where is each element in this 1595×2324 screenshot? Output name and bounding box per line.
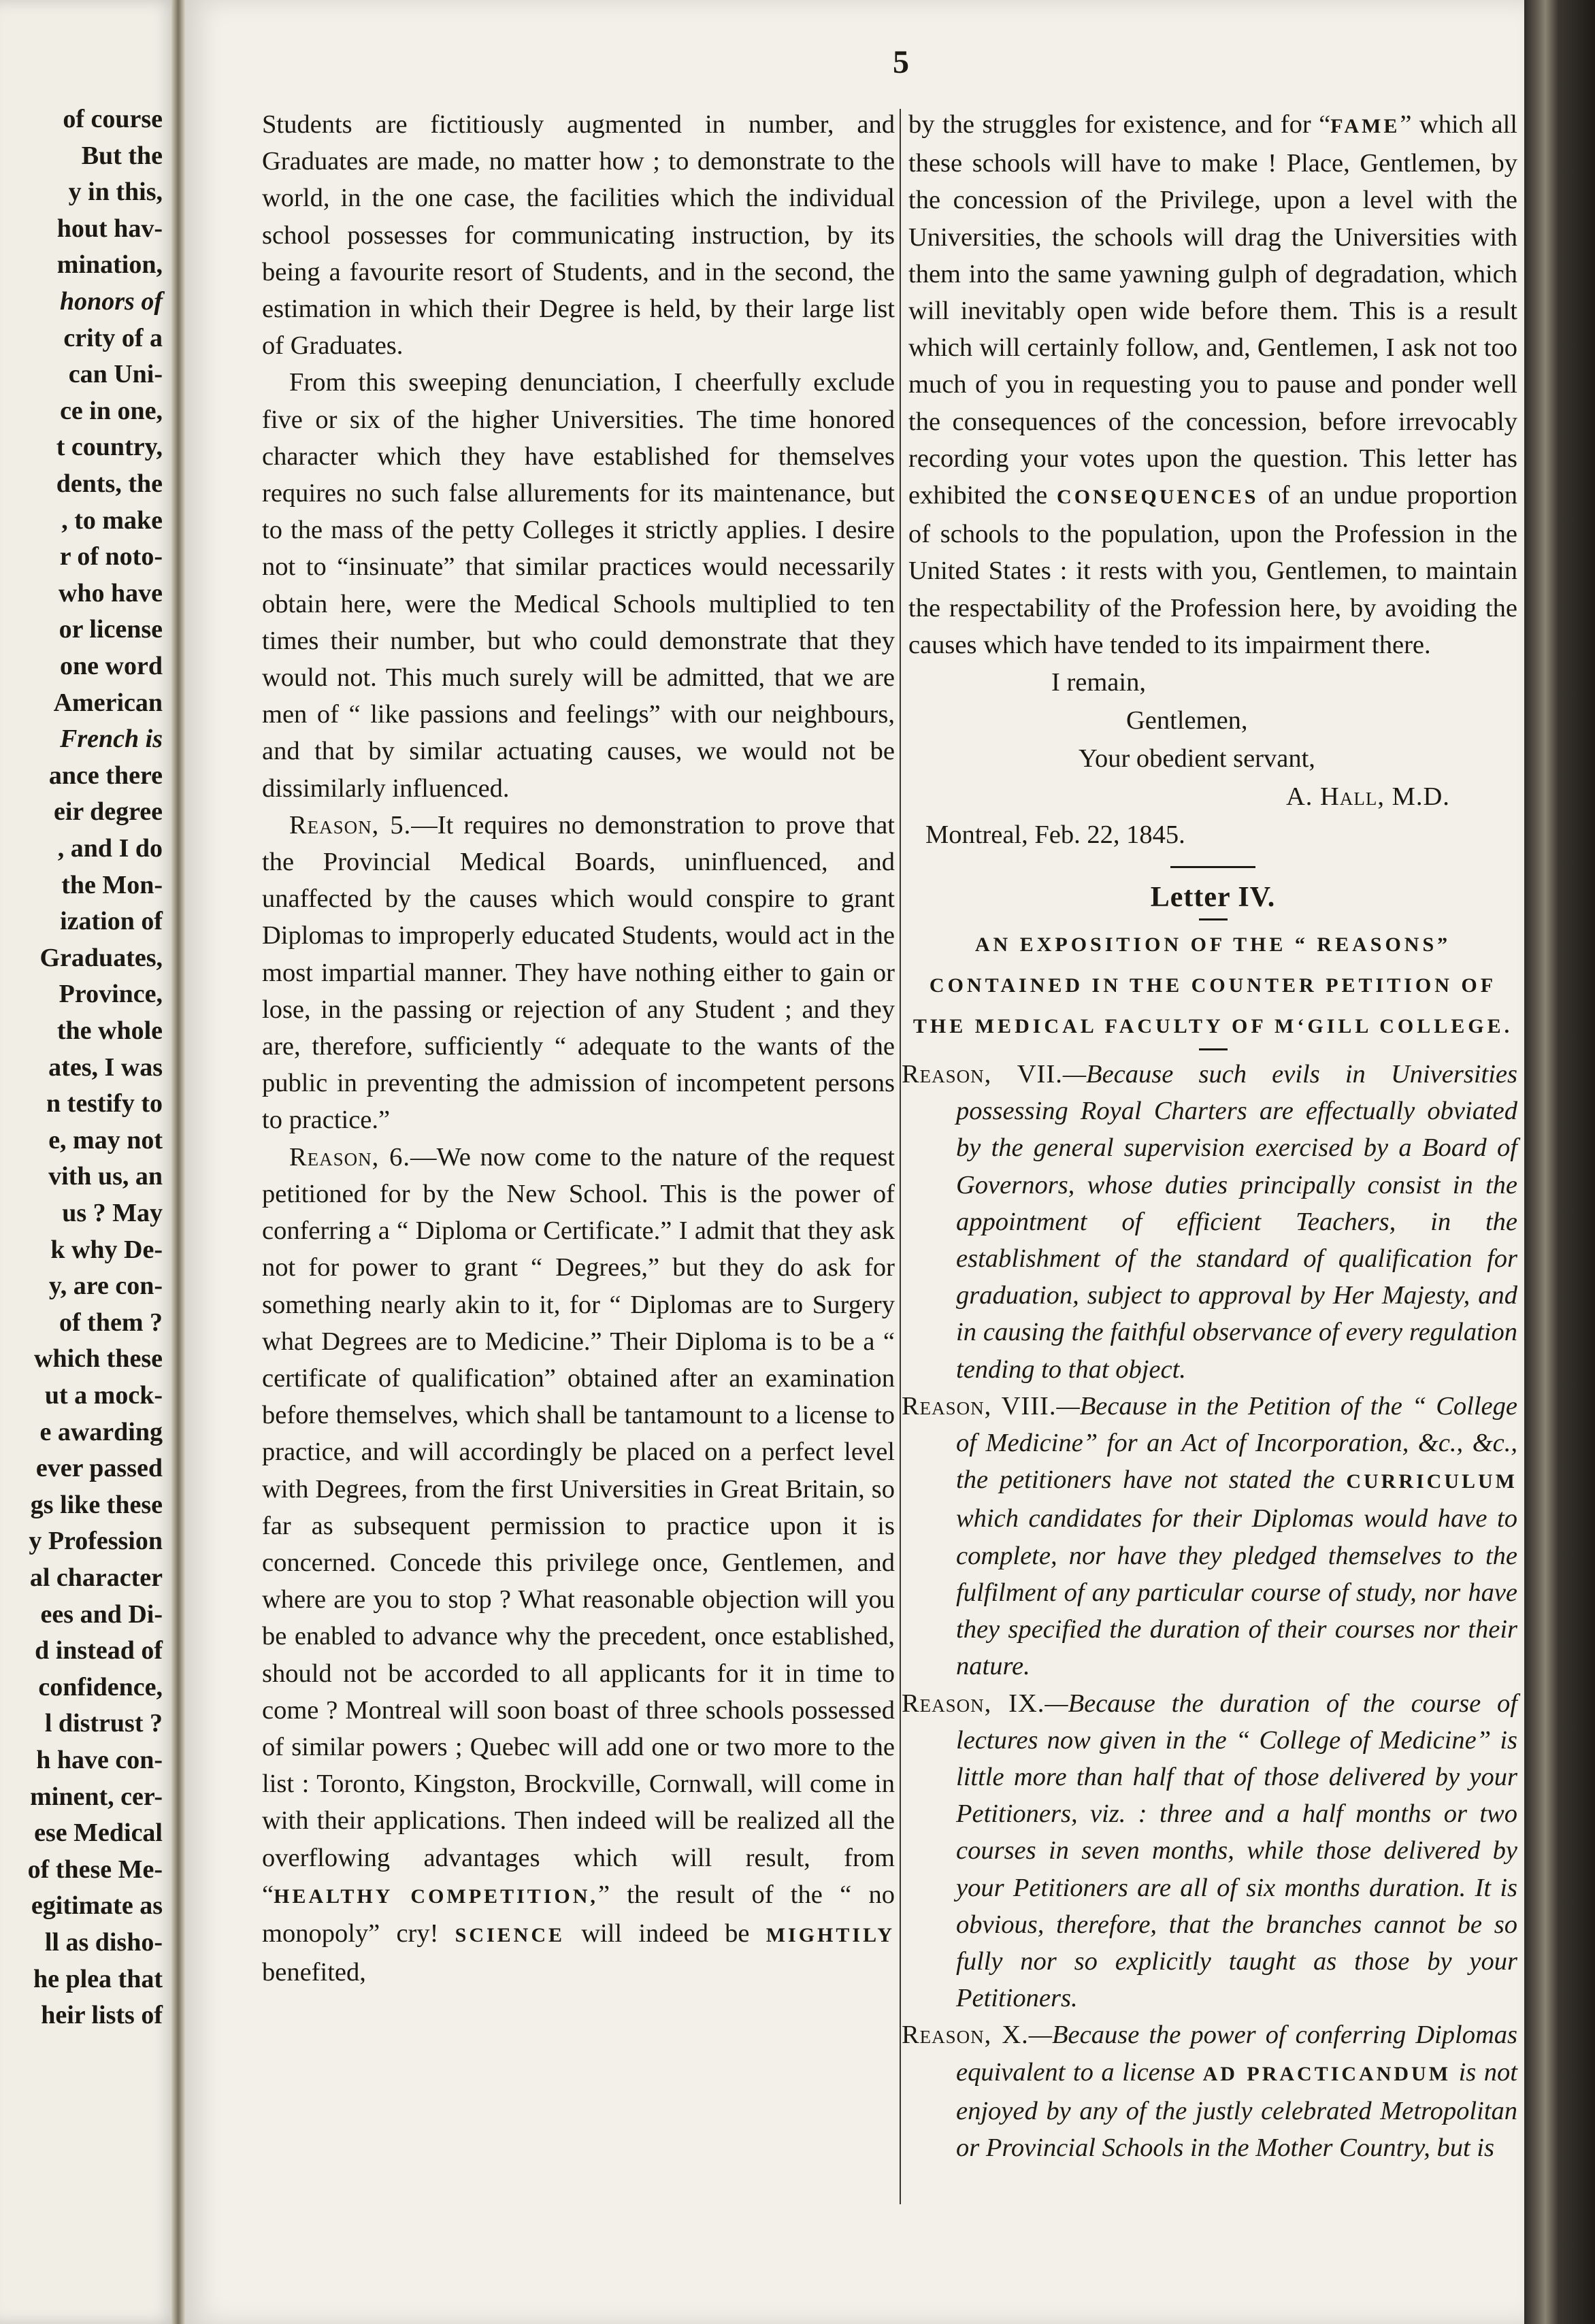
facing-page-line: d instead of: [35, 1636, 163, 1665]
reason-text: will indeed be: [565, 1919, 766, 1948]
facing-page-line: ever passed: [35, 1454, 163, 1483]
facing-page-line: hout hav-: [56, 214, 163, 243]
facing-page-line: minent, cer-: [30, 1782, 163, 1811]
facing-page-line: e, may not: [48, 1125, 163, 1155]
emphasis-caps: FAME: [1330, 115, 1400, 137]
facing-page-fragment: [0, 0, 180, 2324]
reason-6: [262, 1139, 895, 1991]
section-rule: [1199, 1048, 1228, 1050]
facing-page-line: us ? May: [62, 1199, 163, 1227]
dateline: Montreal, Feb. 22, 1845.: [925, 820, 1185, 850]
reason-text: —Because the duration of the course of lectures now given in the “ College of Medicine” is little more than half that of those delivered by your Petitioners, viz. : three and a half months or two courses in seven months, while those delivered by your Petitioners are all of six months duration. It is obvious, therefore, that the branches cannot be so fully nor so explicitly taught as those by your Petitioners.: [956, 1689, 1517, 2013]
facing-page-line: the whole: [56, 1016, 163, 1045]
facing-page-line: r of noto-: [59, 542, 163, 571]
facing-page-line: ut a mock-: [44, 1381, 163, 1410]
facing-page-line: dents, the: [56, 469, 163, 498]
facing-page-line: ization of: [60, 907, 163, 936]
reason-text: —Because the power of conferring Diplomas equivalent to a license: [956, 2021, 1517, 2087]
facing-page-line: e awarding: [39, 1417, 163, 1446]
section-rule: [1199, 918, 1228, 920]
closing-servant: Your obedient servant,: [1079, 744, 1315, 774]
facing-page-line: egitimate as: [31, 1891, 163, 1921]
facing-page-line: or license: [59, 615, 163, 644]
facing-page-line: he plea that: [33, 1964, 163, 1993]
reason-label: Reason, 6.: [289, 1142, 410, 1172]
reason-text: benefited,: [262, 1958, 366, 1987]
facing-page-line: which these: [34, 1344, 163, 1374]
reason-text: —It requires no demonstration to prove that the Provincial Medical Boards, uninfluenced, and unaffected by the causes which would conspire to grant Diplomas to improperly educated Students, would act in the most impartial manner. They have nothing either to gain or lose, in the passing or rejection of any Student ; and they are, therefore, sufficiently “ adequate to the wants of the public in preventing the admission of incompetent persons to practice.”: [262, 810, 895, 1135]
facing-page-line: Province,: [59, 980, 163, 1009]
facing-page-line: can Uni-: [68, 360, 163, 389]
emphasis-caps: CURRICULUM: [1346, 1470, 1517, 1493]
section-rule: [1170, 866, 1255, 868]
page-edge: [1524, 0, 1595, 2324]
facing-page-line: crity of a: [63, 323, 163, 352]
facing-page-line: But the: [81, 141, 163, 170]
column-divider: [900, 109, 901, 2204]
facing-page-line: y Profession: [29, 1527, 163, 1556]
facing-page-line: heir lists of: [41, 2001, 163, 2030]
facing-page-line: ees and Di-: [40, 1599, 163, 1629]
reason-label: Reason, X.: [902, 2021, 1029, 2050]
letter-title: Letter IV.: [1150, 882, 1276, 914]
text-run: ” which all these schools will have to make ! Place, Gentlemen, by the concession of the Privilege, upon a level with the Universities, the schools will drag the Universities with them into the same yawning gulph of degradation, which will inevitably open wide before them. This is a result which will certainly follow, and, Gentlemen, I ask not too much of you in requesting you to pause and ponder well the consequences of the concession, before irrevocably recording your votes upon the question. This letter has exhibited the: [908, 110, 1517, 510]
reason-10: [902, 2016, 1517, 2166]
letter-closing: [908, 663, 1517, 854]
facing-page-line: , to make: [61, 505, 163, 535]
facing-page-line: gs like these: [30, 1490, 163, 1519]
text-run: by the struggles for existence, and for “: [908, 110, 1331, 139]
facing-page-line: of course: [63, 105, 163, 133]
reason-label: Reason, VIII.: [902, 1391, 1057, 1421]
closing-remain: I remain,: [1051, 668, 1146, 697]
facing-page-line: eir degree: [53, 797, 163, 827]
facing-page-line: , and I do: [57, 834, 163, 863]
facing-page-line: y in this,: [68, 178, 163, 207]
right-column: [902, 106, 1517, 2166]
facing-page-line: h have con-: [36, 1746, 163, 1774]
facing-page-line: ance there: [48, 761, 163, 790]
reason-text: —We now come to the nature of the request petitioned for by the New School. This is the power of conferring a “ Diploma or Certificate.” I admit that they ask not for power to grant “ Degrees,” but they do ask for something nearly akin to it, for “ Diplomas are to Surgery what Degrees are to Medicine.” Their Diploma is to be a “ certificate of qualification” obtained after an examination before themselves, which shall be tantamount to a license to practice, and will accordingly be placed on a perfect level with Degrees, from the first Universities in Great Britain, so far as subsequent permission to practice upon it is concerned. Concede this privilege once, Gentlemen, and where are you to stop ? What reasonable objection will you be enabled to advance why the precedent, once established, should not be accorded to all applicants for it in time to come ? Montreal will soon boast of three schools possessed of similar powers ; Quebec will add one or two more to the list : Toronto, Kingston, Brockville, Cornwall, will come in with their applications. Then indeed will be realized all the overflowing advantages which will result, from “: [262, 1142, 895, 1909]
reason-text: —Because in the Petition of the “ College of Medicine” for an Act of Incorporation, &c., &c., the petitioners have not stated the: [956, 1391, 1517, 1495]
section-heading: AN EXPOSITION OF THE “ REASONS” CONTAINED IN THE COUNTER PETITION OF THE MEDICAL FACULTY OF M‘GILL COLLEGE.: [912, 933, 1513, 1038]
emphasis-caps: AD PRACTICANDUM: [1202, 2062, 1451, 2085]
signature: A. Hall, M.D.: [1286, 782, 1450, 812]
facing-page-line: French is: [60, 725, 163, 754]
reason-9: [902, 1685, 1517, 2017]
facing-page-line: of these Me-: [27, 1855, 163, 1884]
facing-page-line: vith us, an: [48, 1162, 163, 1191]
left-column: [262, 106, 895, 1991]
facing-page-line: Graduates,: [39, 943, 163, 972]
facing-page-line: k why De-: [50, 1235, 163, 1264]
paragraph: From this sweeping denunciation, I cheerfully exclude five or six of the higher Universities. The time honored character which they have established for themselves requires no such false allurements for its maintenance, but to the mass of the petty Colleges it strictly applies. I desire not to “insinuate” that similar practices would necessarily obtain here, were the Medical Schools multiplied to ten times their number, but who could demonstrate that they would not. This much surely will be admitted, that we are men of “ like passions and feelings” with our neighbours, and that by similar actuating causes, we would not be dissimilarly influenced.: [262, 368, 895, 803]
emphasis-caps: SCIENCE: [455, 1923, 565, 1946]
page-number: 5: [893, 44, 909, 80]
facing-page-line: honors of: [60, 287, 163, 316]
facing-page-line: ll as disho-: [44, 1928, 163, 1957]
facing-page-line: of them ?: [59, 1308, 163, 1337]
reason-text: —Because such evils in Universities possessing Royal Charters are effectually obviated by the general supervision exercised by a Board of Governors, whose duties principally consist in the appointment of efficient Teachers, in the establishment of the standard of qualification for graduation, subject to approval by Her Majesty, and in causing the faithful observance of every regulation tending to that object.: [956, 1060, 1517, 1384]
facing-page-line: the Mon-: [61, 870, 163, 899]
reason-label: Reason, 5.: [289, 810, 412, 840]
paragraph: Students are fictitiously augmented in number, and Graduates are made, no matter how ; to demonstrate to the world, in the one case, the facilities which the individual school possesses for communicating instruction, by its being a favourite resort of Students, and in the second, the estimation in which their Degree is held, by their large list of Graduates.: [262, 110, 895, 361]
emphasis-caps: MIGHTILY: [766, 1923, 895, 1946]
emphasis-caps: HEALTHY COMPETITION,: [274, 1885, 598, 1908]
facing-page-line: confidence,: [38, 1672, 163, 1702]
emphasis-caps: CONSEQUENCES: [1057, 486, 1259, 509]
reason-text: is not enjoyed by any of the justly celebrated Metropolitan or Provincial Schools in the Mother Country, but is: [956, 2057, 1517, 2162]
reason-8: [902, 1388, 1517, 1685]
reason-5: [262, 807, 895, 1139]
text-run: of an undue proportion of schools to the population, upon the Profession in the United States : it rests with you, Gentlemen, to maintain the respectability of the Profession here, by avoiding the causes which have tended to its impairment there.: [908, 481, 1517, 659]
book-gutter: [171, 0, 185, 2324]
paragraph: [908, 106, 1517, 663]
facing-page-line: mination,: [56, 250, 163, 280]
facing-page-line: n testify to: [46, 1089, 163, 1118]
reason-label: Reason, VII.: [902, 1060, 1063, 1089]
facing-page-line: ates, I was: [48, 1052, 163, 1082]
facing-page-line: American: [53, 688, 163, 717]
reason-label: Reason, IX.: [902, 1689, 1045, 1718]
facing-page-line: who have: [58, 578, 163, 608]
reason-text: ” the result of the “ no monopoly” cry!: [262, 1880, 895, 1948]
facing-page-line: ce in one,: [60, 396, 163, 425]
facing-page-line: t country,: [56, 433, 163, 462]
reason-text: which candidates for their Diplomas would have to complete, nor have they pledged themselves to the fulfilment of any particular course of study, nor have they specified the duration of their courses nor their nature.: [956, 1504, 1517, 1681]
facing-page-line: l distrust ?: [44, 1709, 163, 1738]
facing-page-line: y, are con-: [48, 1272, 163, 1301]
facing-page-line: al character: [29, 1563, 163, 1592]
closing-gentlemen: Gentlemen,: [1126, 706, 1248, 735]
facing-page-line: ese Medical: [34, 1819, 163, 1848]
facing-page-line: one word: [60, 652, 163, 680]
reason-7: [902, 1056, 1517, 1388]
